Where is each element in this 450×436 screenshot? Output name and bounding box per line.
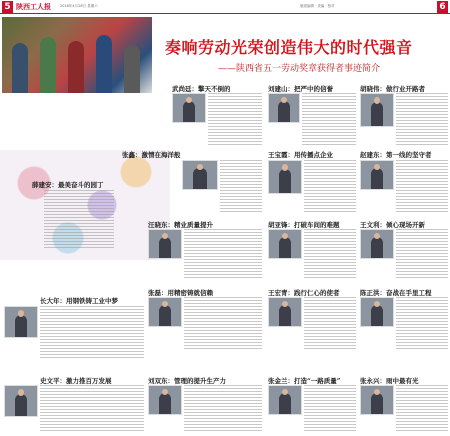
article-title: 陈正洪：奋战在手里工程 [360, 289, 432, 297]
portrait-photo [268, 297, 302, 327]
article-title: 张永兴：雨中最有光 [360, 377, 419, 385]
article-title: 长大年：用钢铁铸工业中梦 [40, 297, 118, 305]
portrait-photo [360, 385, 394, 415]
worker-figure [12, 43, 28, 93]
article-body [396, 93, 448, 145]
article-title: 汪晓东：精业质量提升 [148, 221, 213, 229]
article-body [208, 93, 262, 145]
article-card [148, 288, 262, 350]
portrait-photo [268, 229, 302, 259]
article-card [172, 84, 262, 146]
portrait-photo [148, 229, 182, 259]
portrait-photo [148, 297, 182, 327]
worker-figure [96, 35, 112, 93]
article-card [268, 220, 356, 280]
article-card [122, 150, 262, 214]
article-card [268, 376, 356, 434]
portrait-photo [360, 229, 394, 259]
article-body [302, 93, 356, 145]
portrait-photo [268, 385, 302, 415]
article-title: 王宏青：践行仁心的使者 [268, 289, 340, 297]
article-body [304, 385, 356, 433]
worker-figure [68, 41, 84, 93]
portrait-photo [148, 385, 182, 415]
article-title: 张鑫：激情在海洋般 [122, 151, 181, 159]
left-meta: 2018年4月28日 星期六 [60, 4, 98, 8]
article-title: 武尚廷：擎天不倒的 [172, 85, 231, 93]
right-page-number: 6 [437, 1, 448, 13]
right-meta: 版面编辑 · 美编 · 校对 [300, 4, 335, 8]
masthead [0, 0, 450, 14]
portrait-photo [182, 160, 218, 190]
portrait-photo [4, 306, 38, 338]
portrait-photo [268, 160, 302, 194]
portrait-photo [172, 93, 206, 123]
article-body [44, 190, 114, 248]
article-card [4, 180, 114, 250]
article-card [268, 288, 356, 350]
article-body [40, 306, 144, 358]
article-card [360, 84, 448, 146]
article-body [396, 229, 448, 279]
article-card [4, 296, 144, 360]
article-title: 刘建山：把严中的信誉 [268, 85, 333, 93]
article-card [360, 376, 448, 434]
article-body [304, 160, 356, 212]
article-card [360, 220, 448, 280]
portrait-photo [268, 93, 300, 123]
portrait-photo [360, 160, 394, 190]
page-headline: 奏响劳动光荣创造伟大的时代强音 [165, 38, 413, 57]
worker-figure [124, 45, 140, 93]
article-body [304, 229, 356, 279]
article-title: 胡晓伟：做行业开路者 [360, 85, 425, 93]
article-card [148, 376, 262, 434]
article-body [304, 297, 356, 349]
article-body [396, 297, 448, 349]
article-card [4, 376, 144, 434]
article-body [396, 160, 448, 212]
portrait-photo [360, 93, 394, 127]
article-title: 张磊：用精密铸就信赖 [148, 289, 213, 297]
article-title: 胡亚锋：打破车间的难题 [268, 221, 340, 229]
article-title: 赵建东：第一线的坚守者 [360, 151, 432, 159]
page-subhead: ——陕西省五一劳动奖章获得者事迹简介 [218, 64, 381, 74]
hero-photo [2, 17, 152, 93]
article-card [360, 150, 448, 214]
article-card [268, 150, 356, 214]
article-body [184, 385, 262, 433]
paper-name: 陕西工人报 [16, 2, 51, 11]
article-body [396, 385, 448, 433]
left-page-number: 5 [2, 1, 13, 13]
article-card [268, 84, 356, 146]
article-title: 薛建安：最美奋斗的园丁 [32, 181, 104, 189]
portrait-photo [360, 297, 394, 327]
article-body [220, 160, 262, 212]
portrait-photo [4, 385, 38, 417]
article-title: 刘双东：管理的提升生产力 [148, 377, 226, 385]
article-body [40, 385, 144, 433]
article-card [148, 220, 262, 280]
article-title: 王宝霞：用传播点企业 [268, 151, 333, 159]
article-body [184, 229, 262, 279]
article-card [360, 288, 448, 350]
article-body [184, 297, 262, 349]
article-title: 史文平：激力推百万发展 [40, 377, 112, 385]
article-title: 王文利：倾心现场开新 [360, 221, 425, 229]
worker-figure [40, 37, 56, 93]
article-title: 张金兰：打造“一路质量” [268, 377, 341, 385]
